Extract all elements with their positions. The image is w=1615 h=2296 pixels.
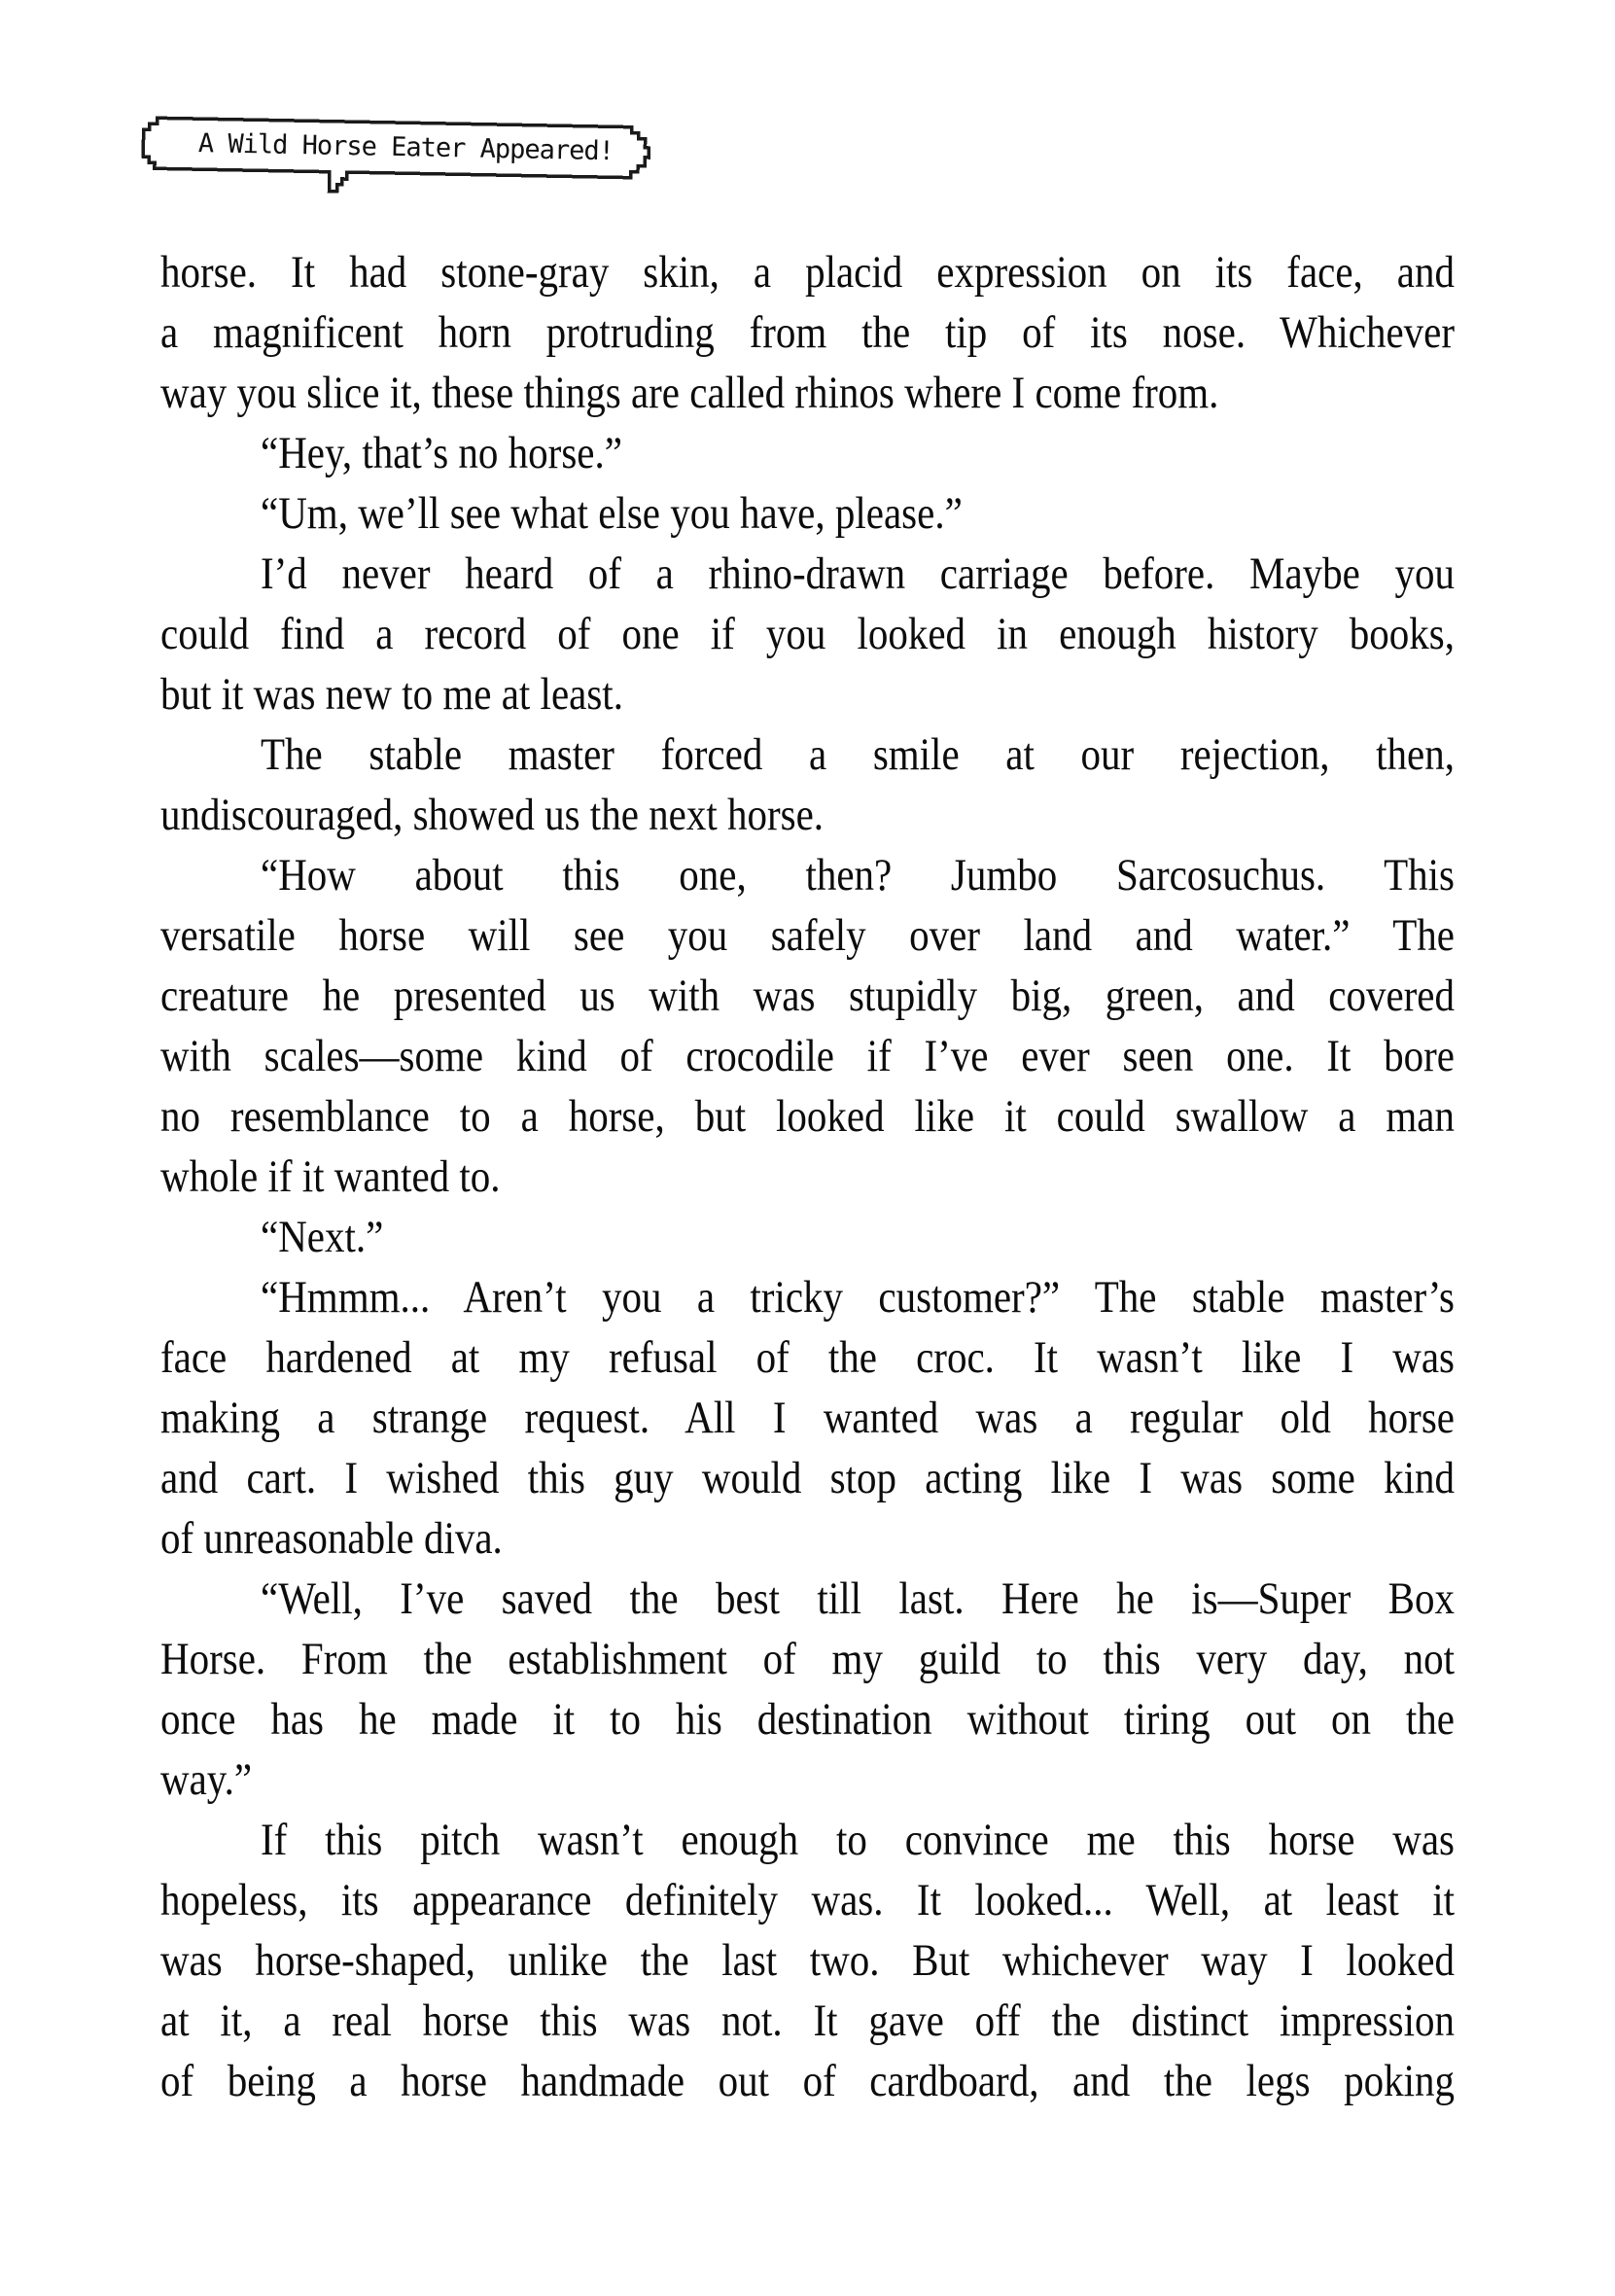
text-line: at it, a real horse this was not. It gave off the distinct impression bbox=[160, 1994, 1455, 2046]
text-line: making a strange request. All I wanted was a regular old horse bbox=[160, 1391, 1455, 1443]
text-line: versatile horse will see you safely over land and water.” The bbox=[160, 908, 1455, 961]
text-line: once has he made it to his destination without tiring out on the bbox=[160, 1692, 1455, 1745]
text-line: Horse. From the establishment of my guild to this very day, not bbox=[160, 1632, 1455, 1684]
text-line: “Um, we’ll see what else you have, please.” bbox=[261, 486, 963, 539]
text-line: horse. It had stone-gray skin, a placid expression on its face, and bbox=[160, 245, 1455, 298]
text-line: with scales—some kind of crocodile if I’ve ever seen one. It bore bbox=[160, 1029, 1455, 1081]
text-line: way you slice it, these things are called rhinos where I come from. bbox=[160, 366, 1219, 418]
text-line: “Next.” bbox=[261, 1210, 384, 1262]
text-line: undiscouraged, showed us the next horse. bbox=[160, 788, 825, 840]
text-line: whole if it wanted to. bbox=[160, 1149, 501, 1202]
chapter-callout-label: A Wild Horse Eater Appeared! bbox=[197, 128, 614, 167]
chapter-callout-badge bbox=[140, 115, 651, 214]
text-line: hopeless, its appearance definitely was. It looked... Well, at least it bbox=[160, 1873, 1455, 1925]
text-line: face hardened at my refusal of the croc. It wasn’t like I was bbox=[160, 1330, 1455, 1383]
text-line: was horse-shaped, unlike the last two. But whichever way I looked bbox=[160, 1933, 1455, 1986]
text-line: way.” bbox=[160, 1752, 253, 1805]
text-line: I’d never heard of a rhino-drawn carriage before. Maybe you bbox=[261, 547, 1455, 599]
body-text bbox=[160, 241, 1455, 2110]
text-line: The stable master forced a smile at our rejection, then, bbox=[261, 727, 1455, 780]
text-line: could find a record of one if you looked in enough history books, bbox=[160, 607, 1455, 659]
text-line: and cart. I wished this guy would stop acting like I was some kind bbox=[160, 1451, 1455, 1503]
text-line: no resemblance to a horse, but looked like it could swallow a man bbox=[160, 1089, 1455, 1142]
text-line: of unreasonable diva. bbox=[160, 1511, 503, 1564]
text-line: If this pitch wasn’t enough to convince me this horse was bbox=[261, 1813, 1455, 1865]
text-line: creature he presented us with was stupidly big, green, and covered bbox=[160, 969, 1455, 1021]
text-line: a magnificent horn protruding from the tip of its nose. Whichever bbox=[160, 305, 1455, 358]
text-line: “How about this one, then? Jumbo Sarcosuchus. This bbox=[261, 848, 1455, 901]
text-line: “Hmmm... Aren’t you a tricky customer?” The stable master’s bbox=[261, 1270, 1455, 1323]
text-line: “Hey, that’s no horse.” bbox=[261, 426, 622, 478]
text-line: “Well, I’ve saved the best till last. Here he is—Super Box bbox=[261, 1572, 1455, 1624]
text-line: of being a horse handmade out of cardboard, and the legs poking bbox=[160, 2054, 1455, 2106]
text-line: but it was new to me at least. bbox=[160, 667, 623, 720]
